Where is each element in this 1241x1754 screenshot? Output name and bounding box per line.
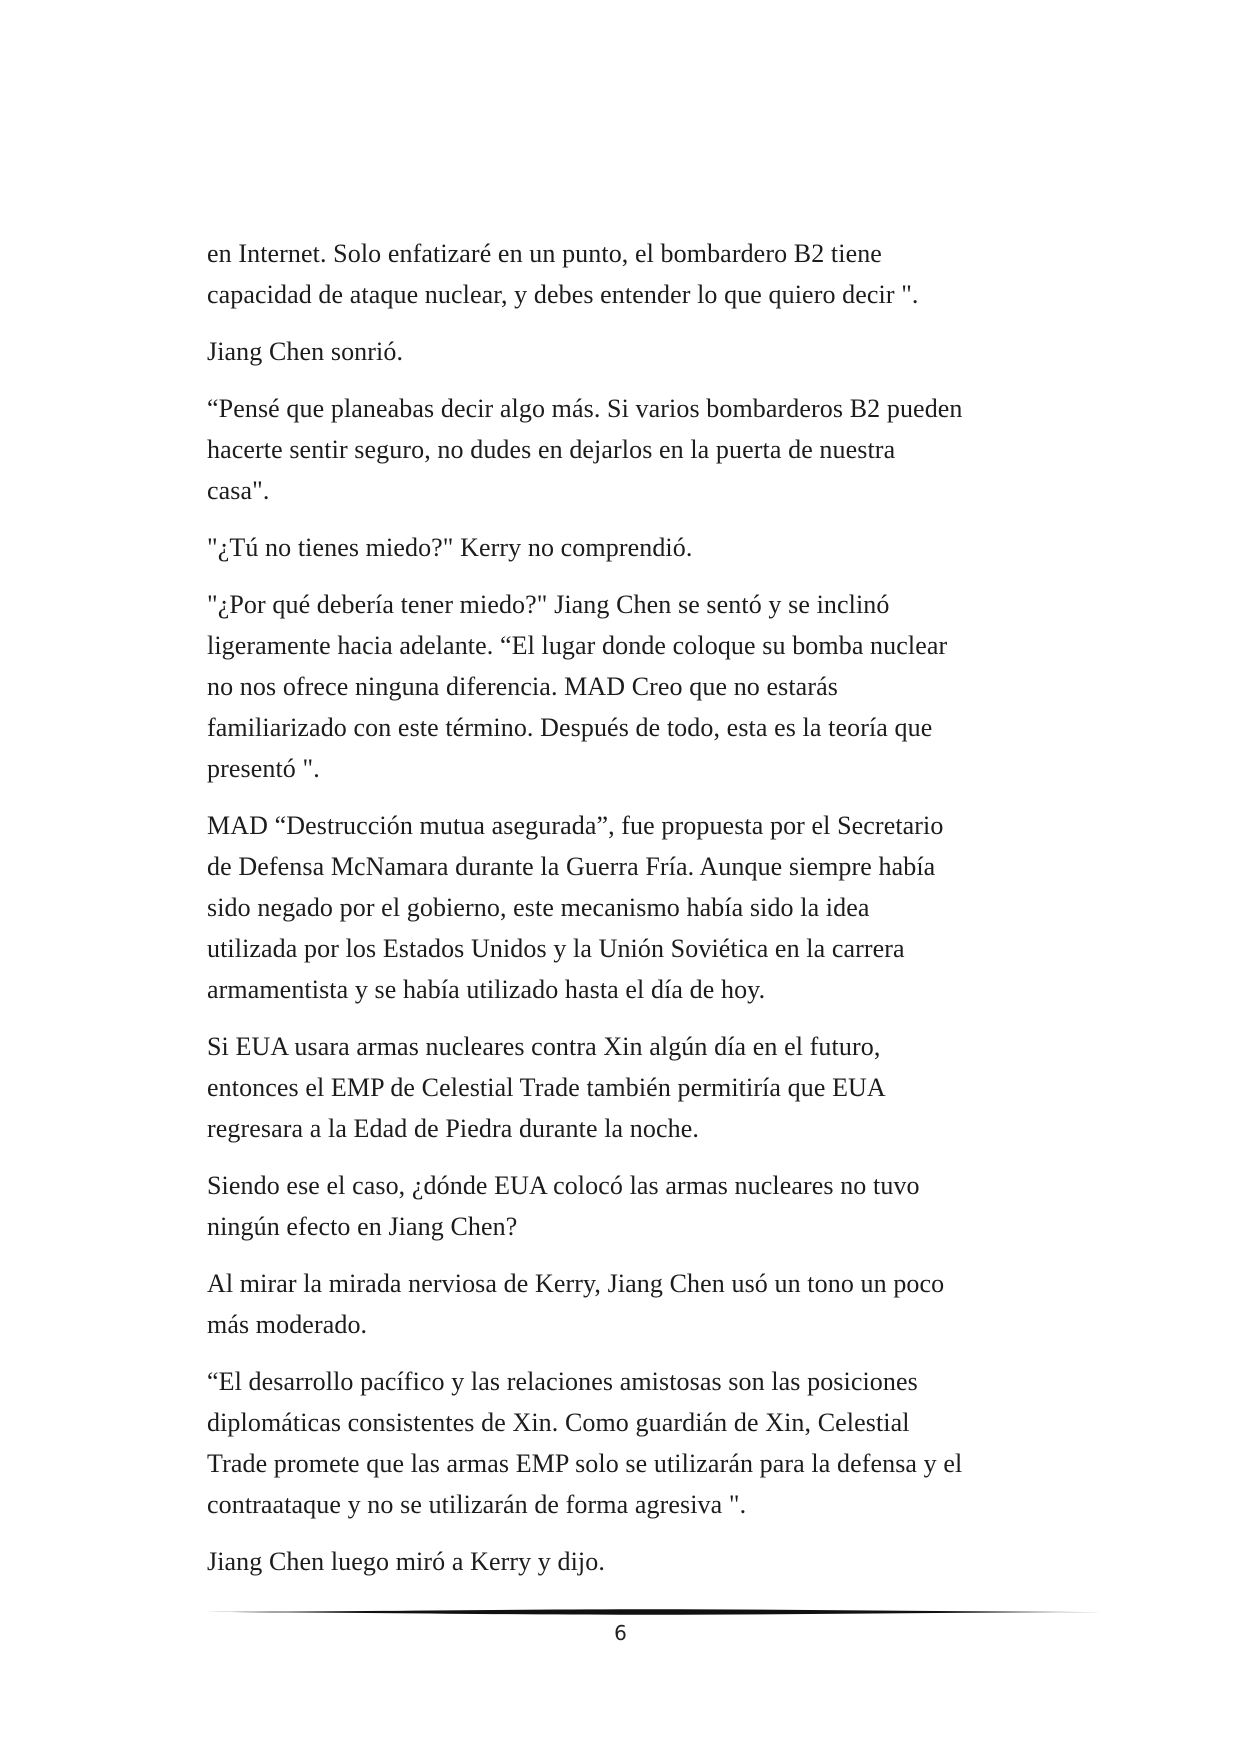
text-line: "¿Tú no tienes miedo?" Kerry no comprendió. — [207, 533, 693, 562]
paragraph-8 — [207, 1165, 1067, 1247]
text-line: MAD “Destrucción mutua asegurada”, fue propuesta por el Secretario — [207, 811, 944, 840]
text-line: familiarizado con este término. Después de todo, esta es la teoría que — [207, 713, 933, 742]
text-line: Jiang Chen luego miró a Kerry y dijo. — [207, 1547, 605, 1576]
text-line: casa". — [207, 476, 270, 505]
text-line: de Defensa McNamara durante la Guerra Fría. Aunque siempre había — [207, 852, 936, 881]
text-line: ligeramente hacia adelante. “El lugar donde coloque su bomba nuclear — [207, 631, 948, 660]
paragraph-10 — [207, 1361, 1067, 1525]
paragraph-4 — [207, 527, 1067, 568]
text-line: “Pensé que planeabas decir algo más. Si varios bombarderos B2 pueden — [207, 394, 963, 423]
text-line: armamentista y se había utilizado hasta el día de hoy. — [207, 975, 766, 1004]
text-line: en Internet. Solo enfatizaré en un punto, el bombardero B2 tiene — [207, 239, 882, 268]
paragraph-11 — [207, 1541, 1067, 1582]
text-line: regresara a la Edad de Piedra durante la noche. — [207, 1114, 699, 1143]
paragraph-3 — [207, 388, 1067, 511]
text-line: más moderado. — [207, 1310, 368, 1339]
footer-divider — [207, 1607, 1102, 1617]
text-line: utilizada por los Estados Unidos y la Unión Soviética en la carrera — [207, 934, 905, 963]
text-line: contraataque y no se utilizarán de forma agresiva ". — [207, 1490, 747, 1519]
text-line: capacidad de ataque nuclear, y debes entender lo que quiero decir ". — [207, 280, 919, 309]
text-line: ningún efecto en Jiang Chen? — [207, 1212, 518, 1241]
text-line: entonces el EMP de Celestial Trade también permitiría que EUA — [207, 1073, 886, 1102]
paragraph-1 — [207, 233, 1067, 315]
body-text — [207, 233, 1067, 1598]
text-line: presentó ". — [207, 754, 320, 783]
text-line: hacerte sentir seguro, no dudes en dejarlos en la puerta de nuestra — [207, 435, 896, 464]
paragraph-9 — [207, 1263, 1067, 1345]
paragraph-5 — [207, 584, 1067, 789]
text-line: no nos ofrece ninguna diferencia. MAD Creo que no estarás — [207, 672, 838, 701]
text-line: Jiang Chen sonrió. — [207, 337, 404, 366]
page-number: 6 — [614, 1621, 627, 1645]
text-line: Trade promete que las armas EMP solo se utilizarán para la defensa y el — [207, 1449, 963, 1478]
paragraph-2 — [207, 331, 1067, 372]
paragraph-6 — [207, 805, 1067, 1010]
text-line: sido negado por el gobierno, este mecanismo había sido la idea — [207, 893, 870, 922]
text-line: diplomáticas consistentes de Xin. Como guardián de Xin, Celestial — [207, 1408, 910, 1437]
text-line: Al mirar la mirada nerviosa de Kerry, Jiang Chen usó un tono un poco — [207, 1269, 945, 1298]
text-line: Si EUA usara armas nucleares contra Xin algún día en el futuro, — [207, 1032, 881, 1061]
text-line: "¿Por qué debería tener miedo?" Jiang Chen se sentó y se inclinó — [207, 590, 890, 619]
text-line: “El desarrollo pacífico y las relaciones amistosas son las posiciones — [207, 1367, 918, 1396]
text-line: Siendo ese el caso, ¿dónde EUA colocó las armas nucleares no tuvo — [207, 1171, 920, 1200]
paragraph-7 — [207, 1026, 1067, 1149]
